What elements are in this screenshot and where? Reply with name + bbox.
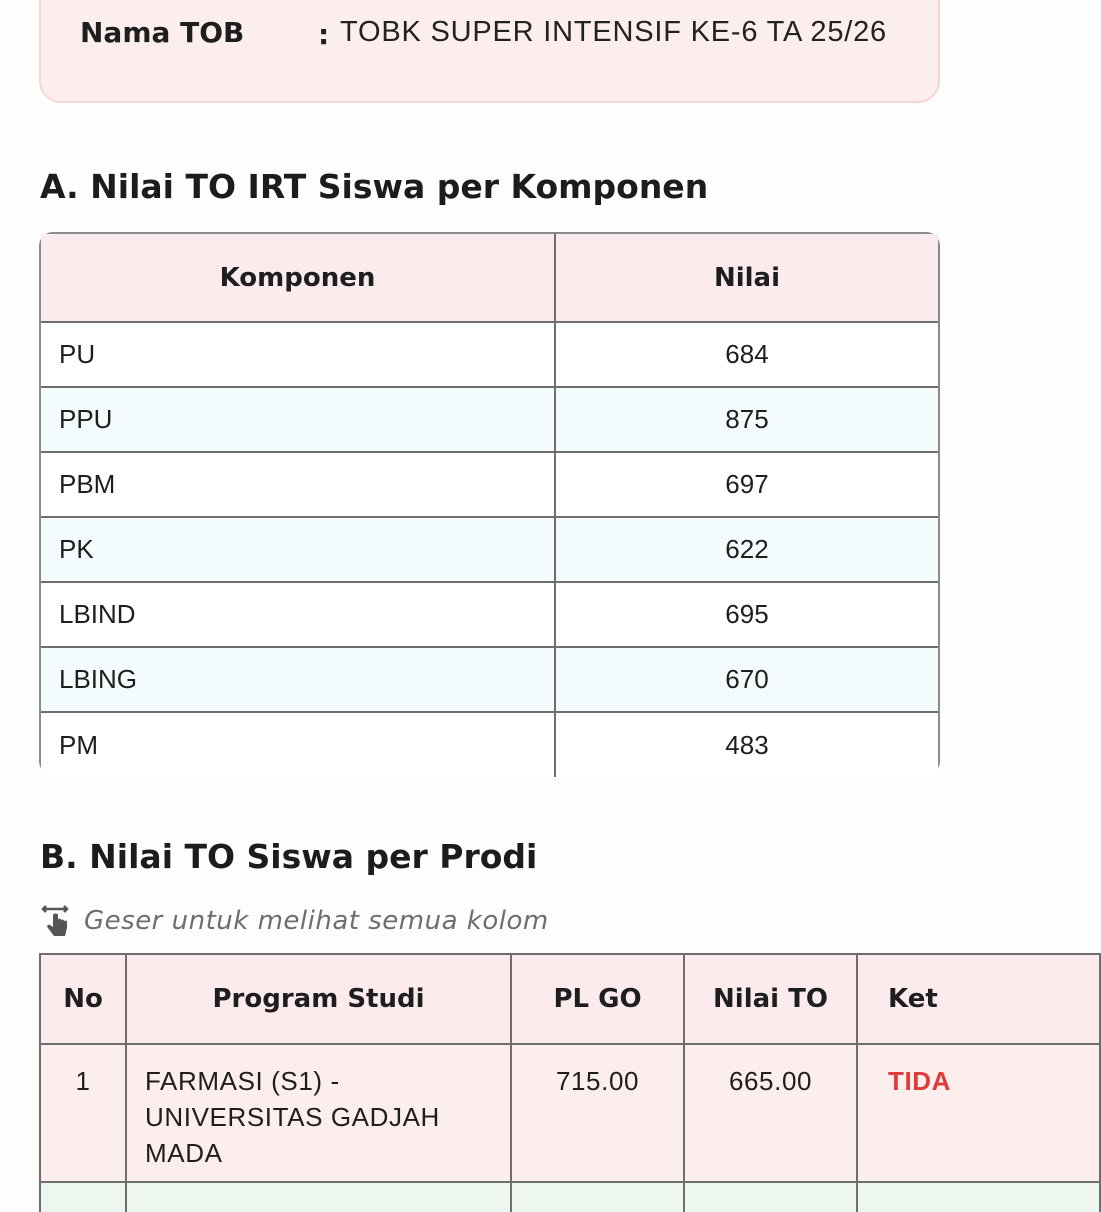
table-row xyxy=(41,517,938,582)
header-pl-go: PL GO xyxy=(511,954,684,1044)
komponen-cell: PM xyxy=(41,712,555,777)
komponen-cell: PU xyxy=(41,322,555,387)
header-komponen: Komponen xyxy=(41,234,555,322)
nilai-cell: 697 xyxy=(555,452,938,517)
nilai-cell: 875 xyxy=(555,387,938,452)
no-cell: 1 xyxy=(40,1044,126,1182)
nilai-cell: 684 xyxy=(555,322,938,387)
header-program-studi: Program Studi xyxy=(126,954,511,1044)
nilai-cell: 670 xyxy=(555,647,938,712)
tob-name-label: Nama TOB xyxy=(80,16,245,49)
header-nilai: Nilai xyxy=(555,234,938,322)
komponen-table xyxy=(39,232,940,775)
table-row xyxy=(40,1044,1100,1182)
table-row xyxy=(41,647,938,712)
table-row xyxy=(41,387,938,452)
section-a-title: A. Nilai TO IRT Siswa per Komponen xyxy=(40,167,709,206)
prodi-cell: FARMASI (S1) - UNIVERSITAS GADJAH MADA xyxy=(126,1044,511,1182)
hint-text: Geser untuk melihat semua kolom xyxy=(84,906,549,936)
tob-name-colon: : xyxy=(318,18,330,51)
header-nilai-to: Nilai TO xyxy=(684,954,857,1044)
nilai-cell: 483 xyxy=(555,712,938,777)
komponen-cell: PK xyxy=(41,517,555,582)
prodi-table-scroll[interactable] xyxy=(39,953,952,1199)
komponen-cell: LBIND xyxy=(41,582,555,647)
komponen-cell: LBING xyxy=(41,647,555,712)
ket-cell: TIDA xyxy=(857,1044,1100,1182)
table-row xyxy=(41,452,938,517)
section-b-title: B. Nilai TO Siswa per Prodi xyxy=(40,837,538,876)
nilai-cell: 695 xyxy=(555,582,938,647)
komponen-cell: PPU xyxy=(41,387,555,452)
table-row xyxy=(41,322,938,387)
scroll-hint xyxy=(40,903,549,939)
pl-go-cell: 715.00 xyxy=(511,1044,684,1182)
prodi-table xyxy=(39,953,1101,1212)
swipe-hand-icon xyxy=(40,903,72,939)
table-row xyxy=(41,712,938,777)
table-row xyxy=(41,582,938,647)
table-row xyxy=(40,1182,1100,1212)
nilai-cell: 622 xyxy=(555,517,938,582)
header-no: No xyxy=(40,954,126,1044)
komponen-cell: PBM xyxy=(41,452,555,517)
tob-name-value: TOBK SUPER INTENSIF KE-6 TA 25/26 xyxy=(340,16,887,48)
header-ket: Ket xyxy=(857,954,1100,1044)
nilai-to-cell: 665.00 xyxy=(684,1044,857,1182)
